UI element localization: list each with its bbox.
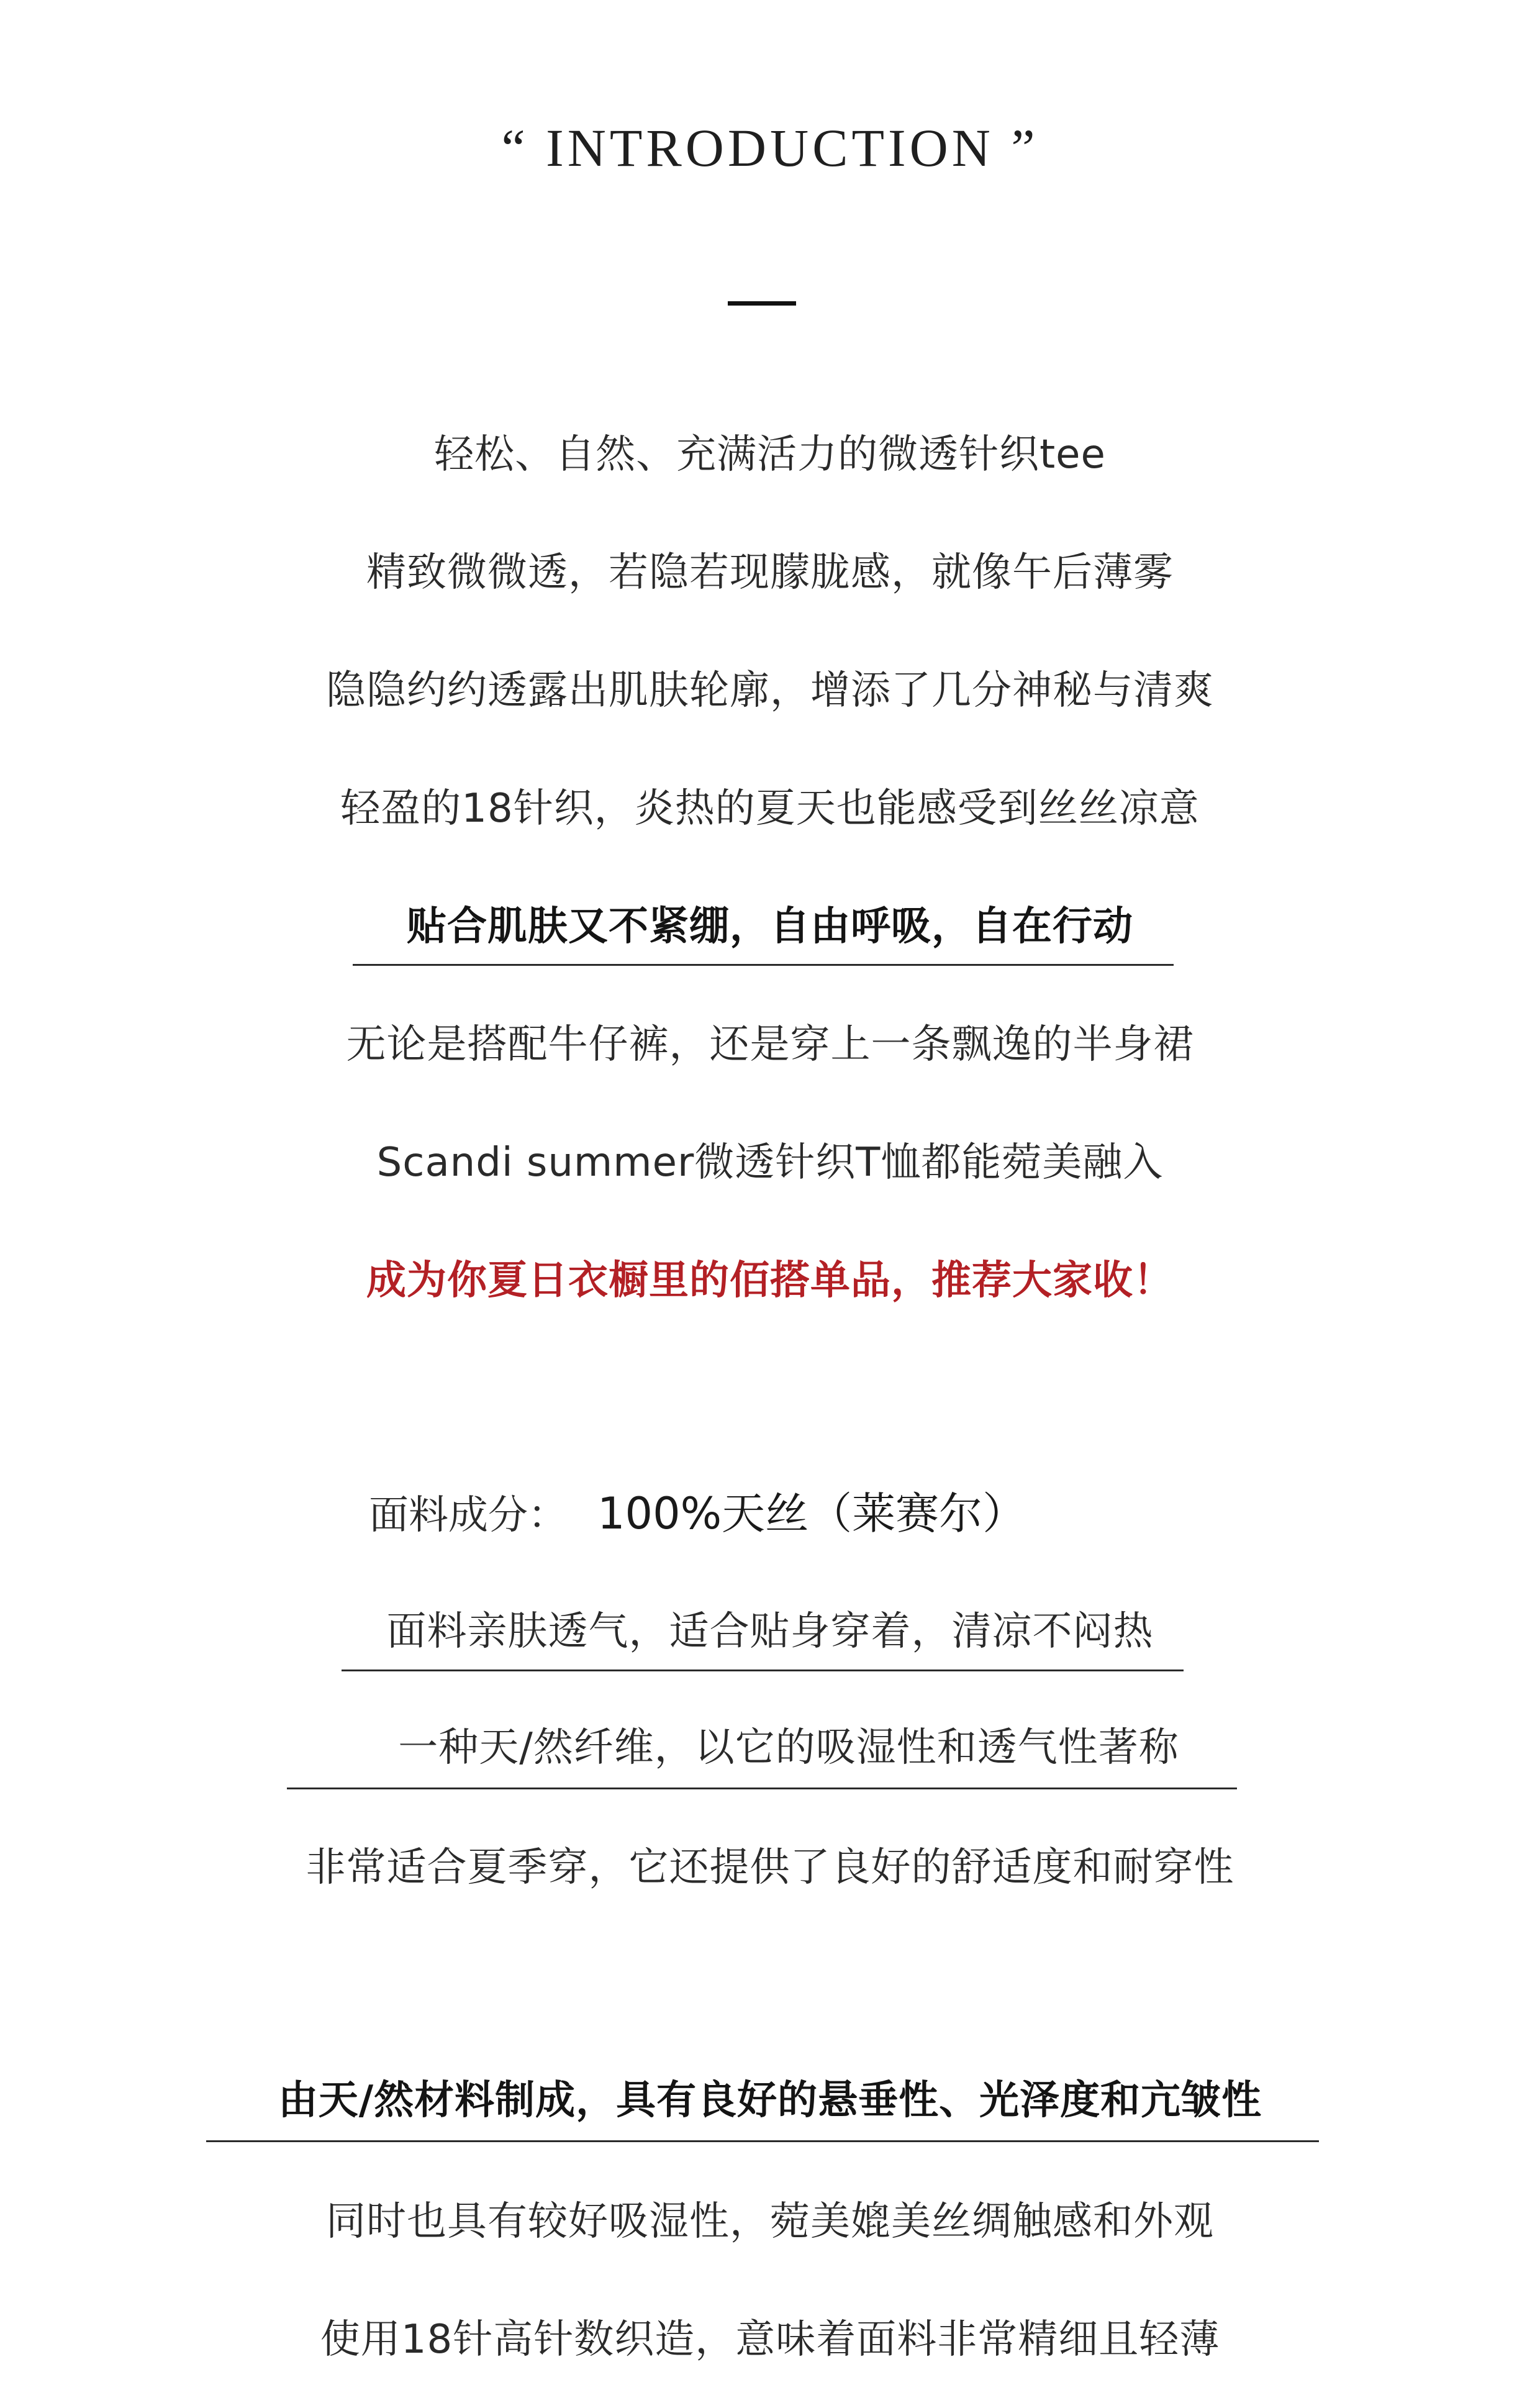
- intro-line-5-underline: [353, 964, 1174, 966]
- intro-line-7: Scandi summer微透针织T恤都能菀美融入: [376, 1140, 1164, 1186]
- intro-line-5-emphasis: 贴合肌肤又不紧绷，自由呼吸，自在行动: [407, 904, 1133, 950]
- intro-line-8-highlight: 成为你夏日衣橱里的佰搭单品，推荐大家收！: [366, 1258, 1174, 1304]
- fabric-value: 100%天丝（莱赛尔）: [597, 1488, 1026, 1539]
- intro-line-3: 隐隐约约透露出肌肤轮廓，增添了几分神秘与清爽: [326, 668, 1214, 714]
- fabric-line-1: 面料亲肤透气，适合贴身穿着，清凉不闷热: [386, 1609, 1154, 1655]
- intro-line-2: 精致微微透，若隐若现朦胧感，就像午后薄雾: [366, 550, 1174, 596]
- material-line-3: 使用18针高针数织造，意味着面料非常精细且轻薄: [320, 2317, 1220, 2363]
- material-line-2: 同时也具有较好吸湿性，菀美媲美丝绸触感和外观: [326, 2199, 1214, 2245]
- heading-divider: [728, 301, 796, 306]
- fabric-label: 面料成分：: [369, 1492, 568, 1538]
- fabric-line-3: 非常适合夏季穿，它还提供了良好的舒适度和耐穿性: [306, 1845, 1234, 1891]
- material-line-1-emphasis: 由天/然材料制成，具有良好的悬垂性、光泽度和亢皱性: [278, 2078, 1262, 2124]
- intro-line-1: 轻松、自然、充满活力的微透针织tee: [434, 432, 1106, 478]
- fabric-line-2: 一种天/然纤维，以它的吸湿性和透气性著称: [398, 1725, 1179, 1771]
- intro-line-4: 轻盈的18针织，炎热的夏天也能感受到丝丝凉意: [340, 786, 1200, 832]
- intro-line-6: 无论是搭配牛仔裤，还是穿上一条飘逸的半身裙: [346, 1022, 1194, 1068]
- fabric-composition: [369, 1488, 1026, 1539]
- material-line-1-underline: [206, 2140, 1319, 2142]
- fabric-line-1-underline: [342, 1670, 1184, 1671]
- fabric-line-2-underline: [287, 1788, 1237, 1789]
- section-heading: “ INTRODUCTION ”: [501, 118, 1039, 178]
